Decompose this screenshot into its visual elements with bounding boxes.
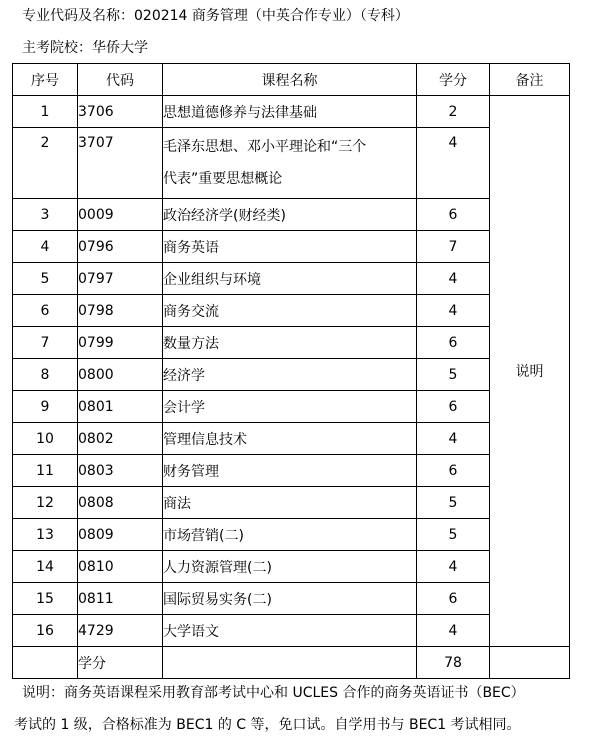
table-row — [13, 359, 570, 391]
cell-name: 企业组织与环境 — [163, 263, 417, 295]
cell-code: 0797 — [78, 263, 163, 295]
cell-credit: 6 — [417, 583, 490, 615]
cell-no: 11 — [13, 455, 78, 487]
cell-no: 3 — [13, 199, 78, 231]
cell-code: 0009 — [78, 199, 163, 231]
cell-code: 0802 — [78, 423, 163, 455]
cell-name-line1: 毛泽东思想、邓小平理论和“三个 — [163, 139, 367, 155]
cell-no: 15 — [13, 583, 78, 615]
table-row — [13, 615, 570, 647]
table-row — [13, 391, 570, 423]
col-header-credit: 学分 — [417, 64, 490, 96]
major-title: 专业代码及名称：020214 商务管理（中英合作专业）（专科） — [22, 8, 409, 24]
cell-no: 8 — [13, 359, 78, 391]
cell-code: 0796 — [78, 231, 163, 263]
cell-no: 9 — [13, 391, 78, 423]
cell-code: 0810 — [78, 551, 163, 583]
cell-credit: 6 — [417, 327, 490, 359]
cell-credit: 4 — [417, 551, 490, 583]
cell-code: 0800 — [78, 359, 163, 391]
cell-name: 数量方法 — [163, 327, 417, 359]
cell-name: 商务英语 — [163, 231, 417, 263]
cell-name: 人力资源管理(二) — [163, 551, 417, 583]
cell-no: 13 — [13, 519, 78, 551]
cell-credit: 2 — [417, 96, 490, 128]
cell-no: 7 — [13, 327, 78, 359]
cell-code: 0808 — [78, 487, 163, 519]
cell-no: 6 — [13, 295, 78, 327]
cell-no: 14 — [13, 551, 78, 583]
table-total-row — [13, 647, 570, 679]
table-row — [13, 455, 570, 487]
cell-credit: 7 — [417, 231, 490, 263]
cell-name: 管理信息技术 — [163, 423, 417, 455]
cell-code: 3706 — [78, 96, 163, 128]
cell-remark: 说明 — [490, 96, 570, 647]
cell-code: 3707 — [78, 128, 163, 199]
total-credit: 78 — [417, 647, 490, 679]
cell-code: 4729 — [78, 615, 163, 647]
cell-credit: 6 — [417, 391, 490, 423]
cell-name: 财务管理 — [163, 455, 417, 487]
table-row — [13, 327, 570, 359]
cell-name: 经济学 — [163, 359, 417, 391]
total-label: 学分 — [78, 647, 163, 679]
cell-credit: 4 — [417, 128, 490, 199]
course-table — [12, 63, 570, 679]
col-header-code: 代码 — [78, 64, 163, 96]
cell-credit: 4 — [417, 263, 490, 295]
cell-name: 大学语文 — [163, 615, 417, 647]
cell-no: 5 — [13, 263, 78, 295]
table-row — [13, 487, 570, 519]
cell-remark — [490, 647, 570, 679]
cell-name: 思想道德修养与法律基础 — [163, 96, 417, 128]
note-line1: 说明：商务英语课程采用教育部考试中心和 UCLES 合作的商务英语证书（BEC） — [22, 685, 525, 701]
cell-name — [163, 128, 417, 199]
note-line2: 考试的 1 级，合格标准为 BEC1 的 C 等，免口试。自学用书与 BEC1 考试相同。 — [14, 717, 521, 733]
cell-no: 2 — [13, 128, 78, 199]
school-title: 主考院校：华侨大学 — [22, 40, 148, 56]
table-row — [13, 231, 570, 263]
cell-name: 商务交流 — [163, 295, 417, 327]
table-row — [13, 423, 570, 455]
table-row — [13, 519, 570, 551]
cell-no: 16 — [13, 615, 78, 647]
cell-credit: 6 — [417, 199, 490, 231]
col-header-remark: 备注 — [490, 64, 570, 96]
cell-no: 10 — [13, 423, 78, 455]
explanation-note — [14, 677, 594, 741]
cell-name — [163, 647, 417, 679]
table-row — [13, 96, 570, 128]
cell-no: 12 — [13, 487, 78, 519]
cell-code: 0798 — [78, 295, 163, 327]
cell-credit: 4 — [417, 423, 490, 455]
cell-credit: 6 — [417, 455, 490, 487]
col-header-name: 课程名称 — [163, 64, 417, 96]
cell-name: 商法 — [163, 487, 417, 519]
cell-name: 市场营销(二) — [163, 519, 417, 551]
cell-credit: 5 — [417, 487, 490, 519]
cell-no — [13, 647, 78, 679]
table-row — [13, 128, 570, 199]
cell-code: 0799 — [78, 327, 163, 359]
cell-code: 0801 — [78, 391, 163, 423]
cell-credit: 4 — [417, 615, 490, 647]
col-header-no: 序号 — [13, 64, 78, 96]
table-row — [13, 263, 570, 295]
cell-credit: 5 — [417, 519, 490, 551]
table-row — [13, 295, 570, 327]
cell-code: 0803 — [78, 455, 163, 487]
table-header-row — [13, 64, 570, 96]
table-row — [13, 199, 570, 231]
cell-credit: 4 — [417, 295, 490, 327]
cell-no: 4 — [13, 231, 78, 263]
cell-credit: 5 — [417, 359, 490, 391]
cell-name: 会计学 — [163, 391, 417, 423]
table-row — [13, 583, 570, 615]
cell-name: 国际贸易实务(二) — [163, 583, 417, 615]
cell-code: 0811 — [78, 583, 163, 615]
cell-code: 0809 — [78, 519, 163, 551]
cell-name: 政治经济学(财经类) — [163, 199, 417, 231]
cell-no: 1 — [13, 96, 78, 128]
cell-name-line2: 代表”重要思想概论 — [163, 171, 283, 187]
table-row — [13, 551, 570, 583]
